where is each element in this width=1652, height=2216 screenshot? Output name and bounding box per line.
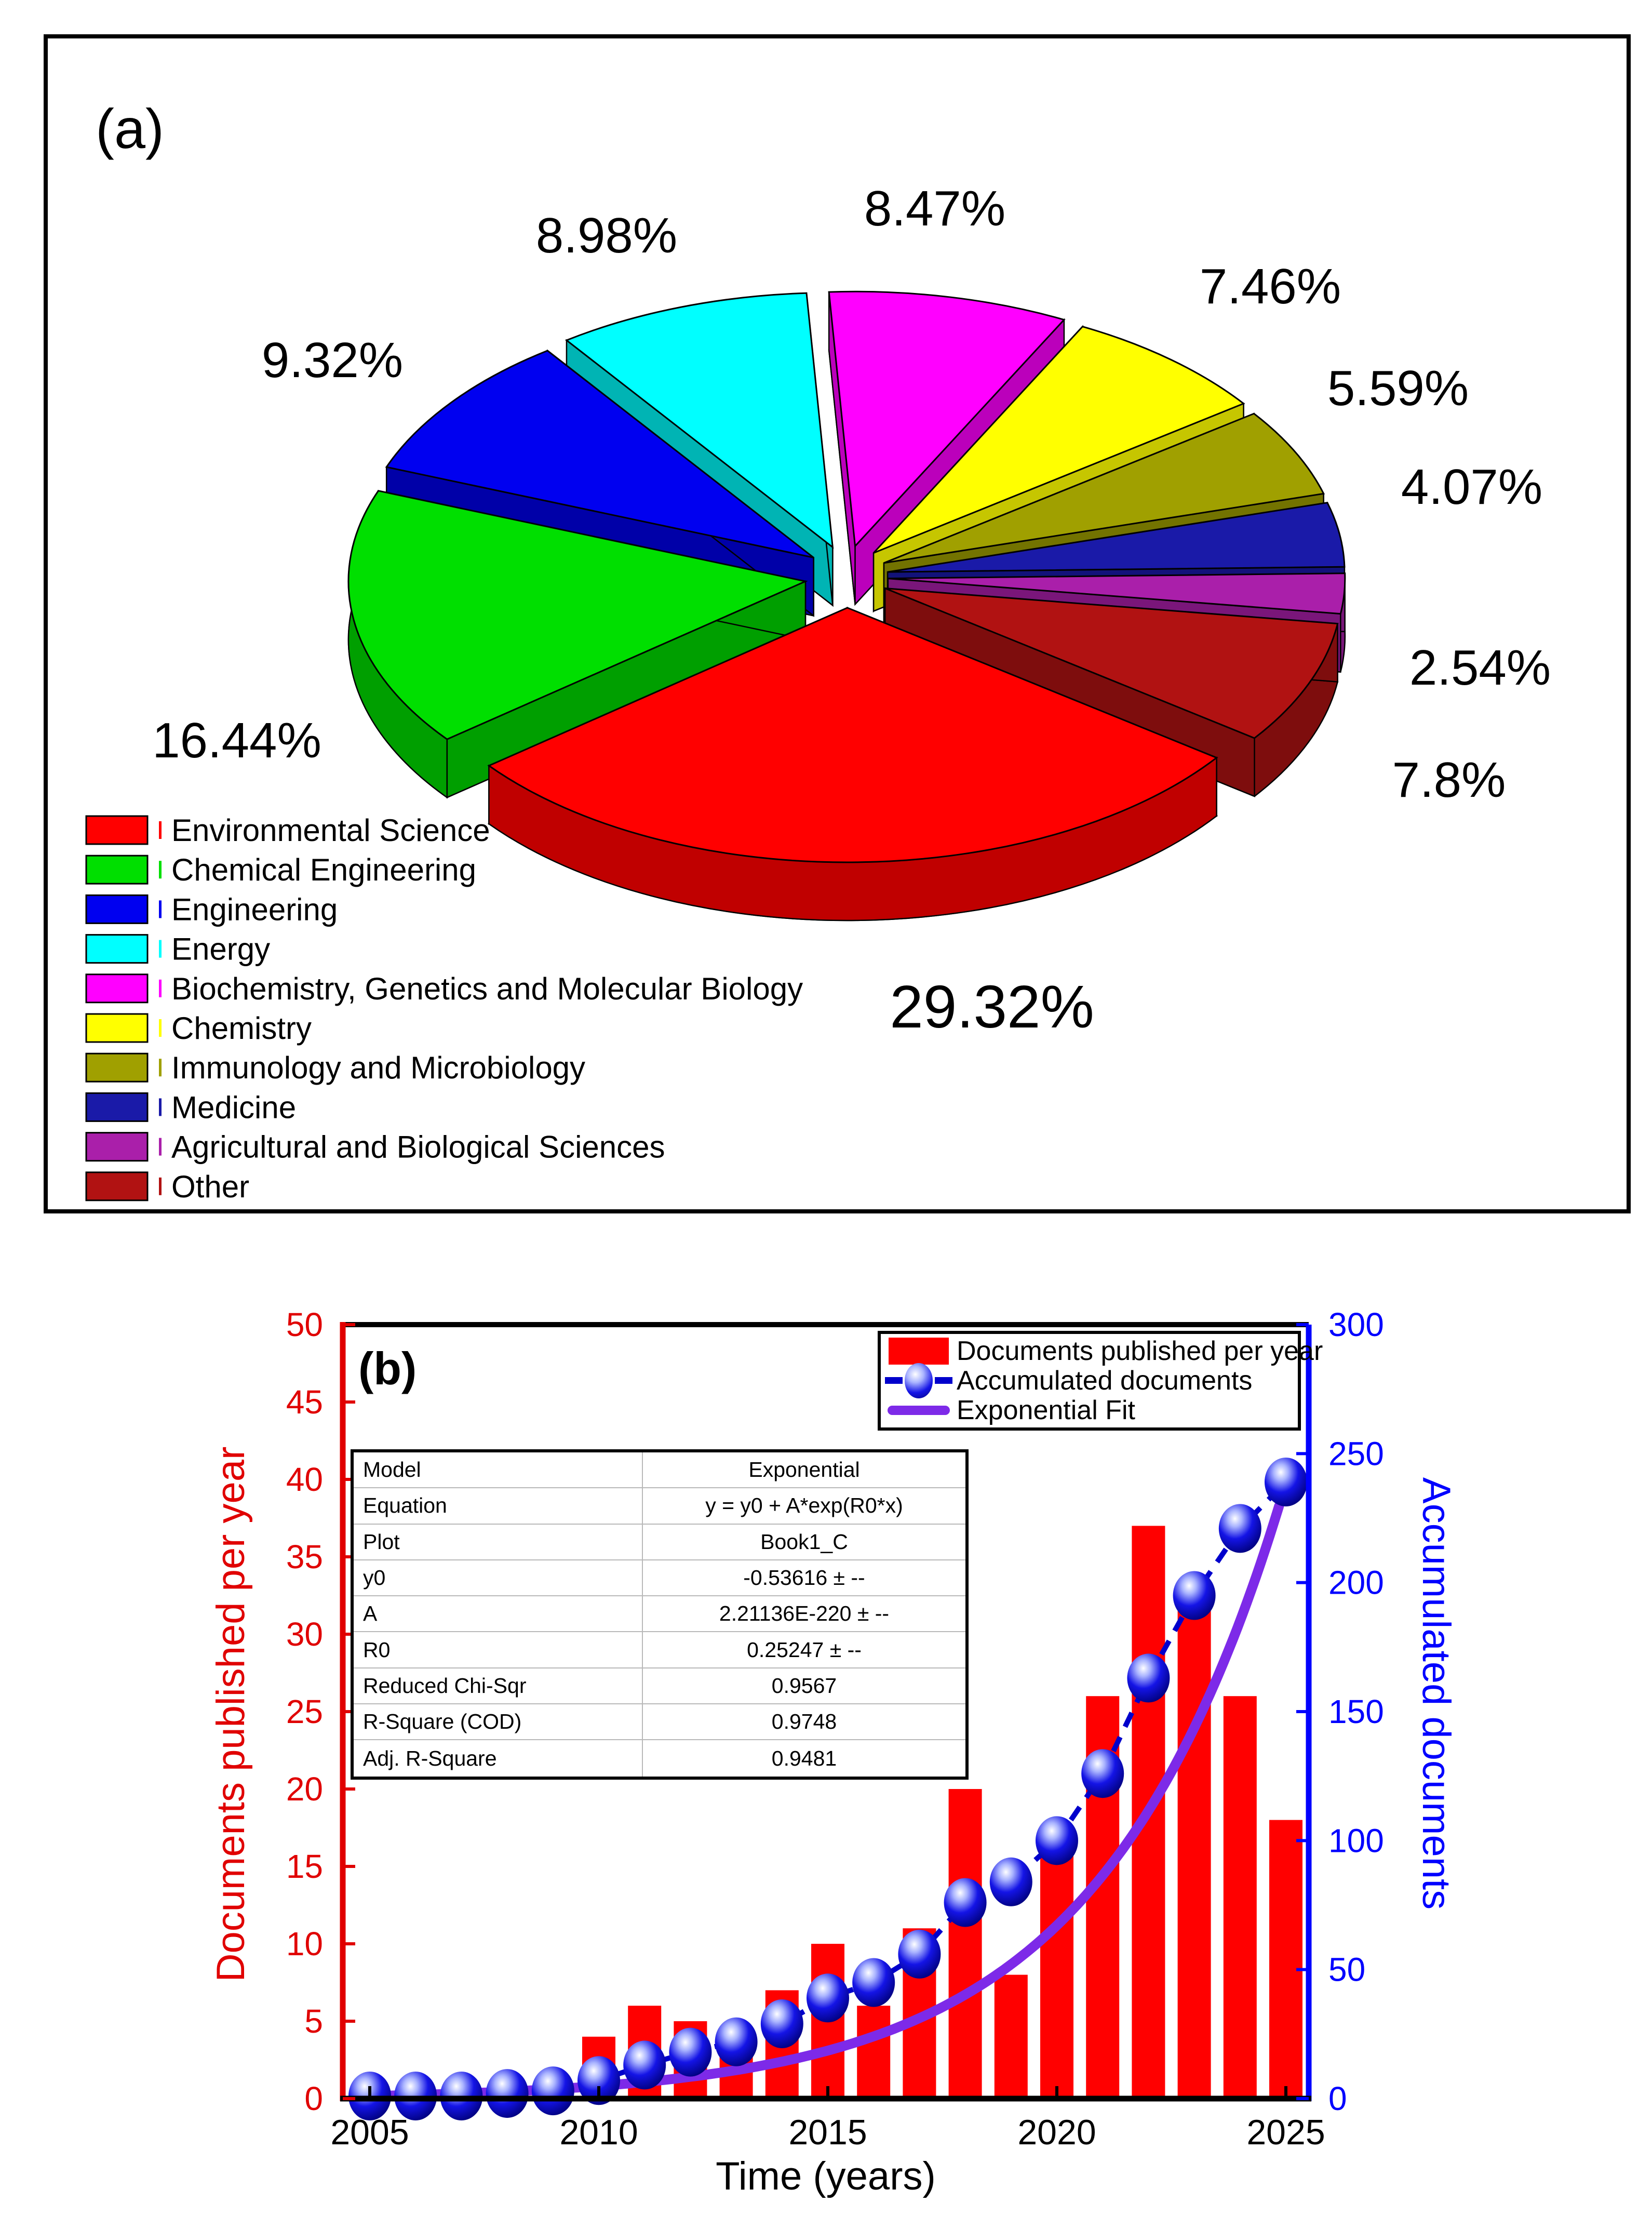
left-tick-label: 35 xyxy=(286,1538,323,1576)
right-tick-label: 0 xyxy=(1328,2080,1347,2117)
legend-swatch xyxy=(86,856,147,884)
legend-tick xyxy=(159,900,162,918)
fit-param-name: A xyxy=(363,1601,378,1626)
accumulated-dot-2022 xyxy=(1127,1653,1170,1702)
legend-tick xyxy=(159,1019,162,1037)
x-tick-label: 2025 xyxy=(1246,2113,1325,2152)
x-tick-label: 2015 xyxy=(788,2113,867,2152)
accumulated-dot-2016 xyxy=(852,1958,895,2007)
fit-param-name: Model xyxy=(363,1458,421,1482)
legend-label: Agricultural and Biological Sciences xyxy=(171,1129,665,1165)
fit-param-value: 0.25247 ± -- xyxy=(642,1632,965,1667)
accumulated-dot-2025 xyxy=(1265,1458,1307,1506)
legend-swatch xyxy=(86,1053,147,1082)
accumulated-dot-2019 xyxy=(990,1858,1032,1906)
x-tick-label: 2005 xyxy=(330,2113,409,2152)
accumulated-dot-2012 xyxy=(669,2028,711,2077)
x-axis-title: Time (years) xyxy=(716,2154,936,2198)
legend-label: Exponential Fit xyxy=(957,1395,1135,1426)
bar-swatch-icon xyxy=(885,1338,952,1365)
pie-percent-label: 16.44% xyxy=(152,713,321,768)
accumulated-dot-2008 xyxy=(486,2069,529,2118)
pie-legend-item xyxy=(86,1090,296,1125)
fit-table-row xyxy=(354,1740,965,1776)
legend-label: Chemistry xyxy=(171,1011,312,1046)
left-tick-label: 40 xyxy=(286,1461,323,1498)
left-tick-label: 0 xyxy=(304,2080,323,2117)
pie-legend-item xyxy=(86,1130,665,1165)
left-tick-label: 25 xyxy=(286,1693,323,1730)
legend-swatch xyxy=(86,816,147,844)
left-tick-label: 10 xyxy=(286,1925,323,1963)
pie-legend-item xyxy=(86,971,803,1006)
pie-legend-item xyxy=(86,813,490,848)
accumulated-dot-2020 xyxy=(1036,1816,1078,1865)
legend-label: Environmental Science xyxy=(171,813,490,848)
legend-label: Chemical Engineering xyxy=(171,852,476,888)
legend-swatch xyxy=(86,1133,147,1161)
pie-percent-label: 5.59% xyxy=(1327,361,1469,416)
left-tick-label: 30 xyxy=(286,1616,323,1653)
fit-table-row xyxy=(354,1560,965,1596)
legend-swatch xyxy=(86,1172,147,1200)
fit-param-name: R-Square (COD) xyxy=(363,1710,522,1734)
panel-b-label: (b) xyxy=(358,1343,417,1394)
fit-param-name: Adj. R-Square xyxy=(363,1746,497,1770)
fit-param-name: y0 xyxy=(363,1566,386,1590)
fit-param-value: 2.21136E-220 ± -- xyxy=(642,1596,965,1631)
fit-param-name: Equation xyxy=(363,1493,447,1518)
bar-documents-2025 xyxy=(1269,1820,1302,2099)
fit-results-table xyxy=(351,1449,969,1780)
legend-label: Accumulated documents xyxy=(957,1365,1253,1396)
pie-percent-label: 2.54% xyxy=(1409,640,1551,696)
left-tick-label: 5 xyxy=(304,2003,323,2040)
legend-swatch xyxy=(86,935,147,963)
right-axis-title: Accumulated documents xyxy=(1414,1477,1458,1910)
left-tick-label: 20 xyxy=(286,1770,323,1808)
legend-tick xyxy=(159,1138,162,1156)
bar-documents-2024 xyxy=(1224,1696,1257,2099)
fit-param-name: Reduced Chi-Sqr xyxy=(363,1673,527,1698)
left-tick-label: 45 xyxy=(286,1383,323,1421)
pie-legend-item xyxy=(86,1050,585,1085)
legend-tick xyxy=(159,940,162,958)
bar-documents-2020 xyxy=(1040,1851,1073,2099)
right-tick-label: 200 xyxy=(1328,1564,1384,1601)
accumulated-dot-2023 xyxy=(1173,1571,1216,1620)
pie-percent-label: 29.32% xyxy=(890,973,1094,1040)
pie-legend-item xyxy=(86,892,338,927)
fit-param-name: R0 xyxy=(363,1637,391,1662)
right-tick-label: 100 xyxy=(1328,1822,1384,1860)
right-tick-label: 300 xyxy=(1328,1306,1384,1343)
legend-tick xyxy=(159,1098,162,1116)
legend-label: Medicine xyxy=(171,1090,297,1125)
fit-param-value: 0.9748 xyxy=(642,1704,965,1739)
pie-percent-label: 8.47% xyxy=(864,181,1006,236)
pie-percent-label: 8.98% xyxy=(535,208,678,263)
bar-documents-2019 xyxy=(995,1975,1028,2099)
legend-tick xyxy=(159,980,162,997)
panel-a-label: (a) xyxy=(96,97,164,160)
accumulated-dot-2015 xyxy=(807,1973,849,2022)
fit-param-value: Book1_C xyxy=(642,1525,965,1559)
legend-row xyxy=(881,1336,1323,1366)
pie-percent-label: 7.8% xyxy=(1392,752,1506,808)
pie-percent-label: 7.46% xyxy=(1199,259,1341,314)
accumulated-dot-2009 xyxy=(532,2066,574,2115)
pie-legend-item xyxy=(86,852,476,887)
legend-swatch xyxy=(86,1014,147,1042)
legend-row xyxy=(881,1366,1298,1395)
fit-table-row xyxy=(354,1525,965,1560)
accumulated-dot-2013 xyxy=(715,2018,758,2066)
left-tick-label: 15 xyxy=(286,1848,323,1885)
fit-table-row xyxy=(354,1488,965,1524)
fit-param-value: y = y0 + A*exp(R0*x) xyxy=(642,1488,965,1523)
pie-legend-item xyxy=(86,1169,249,1204)
accumulated-dot-2014 xyxy=(761,1999,803,2048)
fit-table-row xyxy=(354,1704,965,1740)
legend-label: Documents published per year xyxy=(957,1336,1323,1366)
fit-table-row xyxy=(354,1632,965,1668)
chart-b-legend xyxy=(878,1331,1323,1431)
bar-documents-2016 xyxy=(857,2006,890,2099)
legend-label: Immunology and Microbiology xyxy=(171,1050,586,1086)
bar-documents-2018 xyxy=(949,1789,982,2099)
right-tick-label: 150 xyxy=(1328,1693,1384,1730)
accumulated-dot-2024 xyxy=(1219,1504,1261,1553)
legend-tick xyxy=(159,861,162,878)
right-tick-label: 50 xyxy=(1328,1951,1366,1988)
legend-swatch xyxy=(86,974,147,1003)
legend-label: Biochemistry, Genetics and Molecular Biology xyxy=(171,971,803,1006)
legend-swatch xyxy=(86,895,147,923)
legend-label: Energy xyxy=(171,931,271,967)
legend-tick xyxy=(159,1059,162,1076)
fit-table-row xyxy=(354,1452,965,1488)
legend-label: Engineering xyxy=(171,892,338,927)
legend-row xyxy=(881,1396,1298,1425)
legend-tick xyxy=(159,821,162,839)
right-tick-label: 250 xyxy=(1328,1435,1384,1473)
left-tick-label: 50 xyxy=(286,1306,323,1343)
fit-param-value: 0.9567 xyxy=(642,1668,965,1703)
accumulated-dot-2011 xyxy=(623,2040,666,2089)
legend-tick xyxy=(159,1178,162,1195)
sphere-dashed-icon xyxy=(885,1377,952,1384)
pie-percent-label: 9.32% xyxy=(261,332,404,388)
accumulated-dot-2017 xyxy=(898,1930,941,1979)
fit-line-icon xyxy=(885,1406,952,1415)
fit-param-name: Plot xyxy=(363,1529,400,1554)
pie-legend-item xyxy=(86,932,270,967)
fit-table-row xyxy=(354,1596,965,1632)
legend-label: Other xyxy=(171,1169,250,1204)
accumulated-dot-2018 xyxy=(944,1878,987,1927)
left-axis-title: Documents published per year xyxy=(209,1446,253,1982)
legend-swatch xyxy=(86,1093,147,1121)
x-tick-label: 2020 xyxy=(1017,2113,1096,2152)
fit-param-value: -0.53616 ± -- xyxy=(642,1560,965,1595)
fit-table-row xyxy=(354,1668,965,1704)
pie-legend-item xyxy=(86,1011,312,1046)
bar-documents-2023 xyxy=(1178,1603,1211,2099)
fit-param-value: Exponential xyxy=(642,1452,965,1487)
accumulated-dot-2021 xyxy=(1081,1749,1124,1798)
pie-percent-label: 4.07% xyxy=(1401,459,1543,515)
fit-param-value: 0.9481 xyxy=(642,1740,965,1776)
x-tick-label: 2010 xyxy=(559,2113,638,2152)
